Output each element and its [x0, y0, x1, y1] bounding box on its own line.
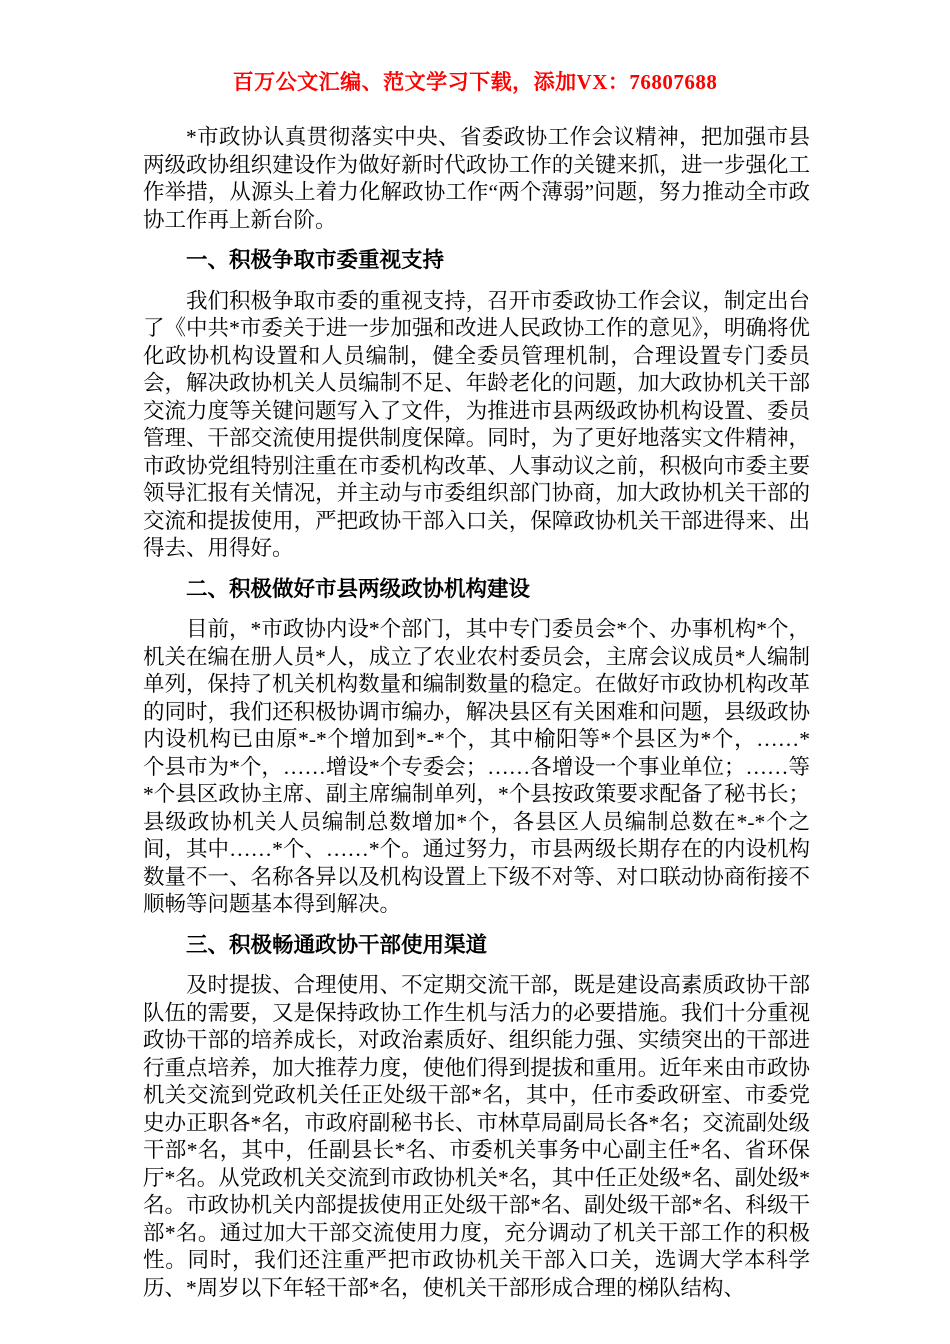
document-content — [143, 124, 810, 1302]
section-1-body: 我们积极争取市委的重视支持，召开市委政协工作会议，制定出台了《中共*市委关于进一步加强和改进人民政协工作的意见》，明确将优化政协机构设置和人员编制，健全委员管理机制，合理设置专门委员会，解决政协机关人员编制不足、年龄老化的问题，加大政协机关干部交流力度等关键问题写入了文件，为推进市县两级政协机构设置、委员管理、干部交流使用提供制度保障。同时，为了更好地落实文件精神，市政协党组特别注重在市委机构改革、人事动议之前，积极向市委主要领导汇报有关情况，并主动与市委组织部门协商，加大政协机关干部的交流和提拔使用，严把政协干部入口关，保障政协机关干部进得来、出得去、用得好。 — [143, 288, 810, 560]
section-2-body: 目前，*市政协内设*个部门，其中专门委员会*个、办事机构*个，机关在编在册人员*人，成立了农业农村委员会，主席会议成员*人编制单列，保持了机关机构数量和编制数量的稳定。在做好市政协机构改革的同时，我们还积极协调市编办，解决县区有关困难和问题，县级政协内设机构已由原*-*个增加到*-*个，其中榆阳等*个县区为*个，……*个县市为*个，……增设*个专委会；……各增设一个事业单位；……等*个县区政协主席、副主席编制单列，*个县按政策要求配备了秘书长；县级政协机关人员编制总数增加*个，各县区人员编制总数在*-*个之间，其中……*个、……*个。通过努力，市县两级长期存在的内设机构数量不一、名称各异以及机构设置上下级不对等、对口联动协商衔接不顺畅等问题基本得到解决。 — [143, 617, 810, 916]
section-1-heading: 一、积极争取市委重视支持 — [186, 248, 445, 272]
intro-paragraph: *市政协认真贯彻落实中央、省委政协工作会议精神，把加强市县两级政协组织建设作为做好新时代政协工作的关键来抓，进一步强化工作举措，从源头上着力化解政协工作“两个薄弱”问题，努力推动全市政协工作再上新台阶。 — [143, 125, 810, 232]
header-ad-text: 百万公文汇编、范文学习下载，添加VX：76807688 — [232, 70, 718, 94]
section-3-heading: 三、积极畅通政协干部使用渠道 — [186, 932, 488, 957]
section-2-heading: 二、积极做好市县两级政协机构建设 — [186, 576, 531, 601]
section-3-body: 及时提拔、合理使用、不定期交流干部，既是建设高素质政协干部队伍的需要，又是保持政协工作生机与活力的必要措施。我们十分重视政协干部的培养成长，对政治素质好、组织能力强、实绩突出的干部进行重点培养，加大推荐力度，使他们得到提拔和重用。近年来由市政协机关交流到党政机关任正处级干部*名，其中，任市委政研室、市委党史办正职各*名，市政府副秘书长、市林草局副局长各*名；交流副处级干部*名，其中，任副县长*名、市委机关事务中心副主任*名、省环保厅*名。从党政机关交流到市政协机关*名，其中任正处级*名、副处级*名。市政协机关内部提拔使用正处级干部*名、副处级干部*名、科级干部*名。通过加大干部交流使用力度，充分调动了机关干部工作的积极性。同时，我们还注重严把市政协机关干部入口关，选调大学本科学历、*周岁以下年轻干部*名，使机关干部形成合理的梯队结构、 — [143, 973, 810, 1300]
